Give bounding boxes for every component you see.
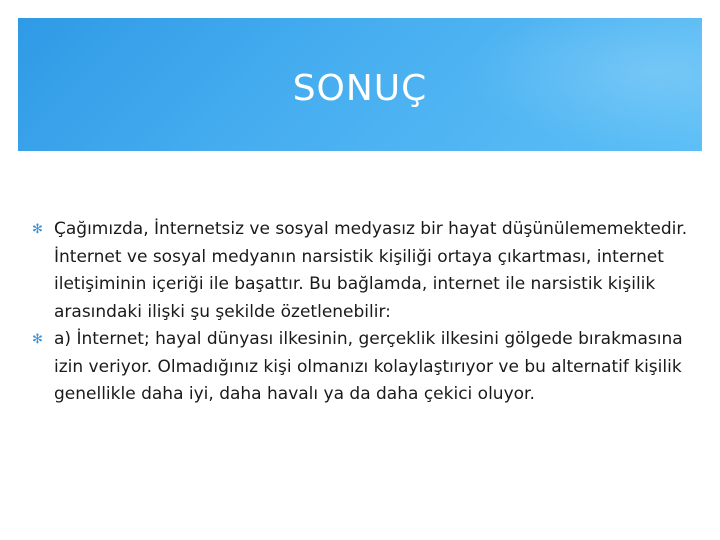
bullet-text: Çağımızda, İnternetsiz ve sosyal medyasız bir hayat düşünülememektedir. İnternet ve sosyal medyanın narsistik kişiliği ortaya çıkartması, internet iletişiminin içeriği ile başattır. Bu bağlamda, internet ile narsistik kişilik arasındaki ilişki şu şekilde özetlenebilir:: [54, 219, 688, 322]
slide-title: SONUÇ: [292, 68, 428, 109]
bullet-text: a) İnternet; hayal dünyası ilkesinin, gerçeklik ilkesini gölgede bırakmasına izin veriyor. Olmadığınız kişi olmanızı kolaylaştırıyor ve bu alternatif kişilik genellikle daha iyi, daha havalı ya da daha çekici oluyor.: [54, 329, 683, 404]
asterisk-icon: ✻: [32, 332, 43, 347]
bullet-list: [30, 216, 690, 409]
title-banner: [18, 18, 702, 151]
asterisk-icon: ✻: [32, 222, 43, 237]
bullet-item: [30, 326, 690, 409]
bullet-item: [30, 216, 690, 326]
